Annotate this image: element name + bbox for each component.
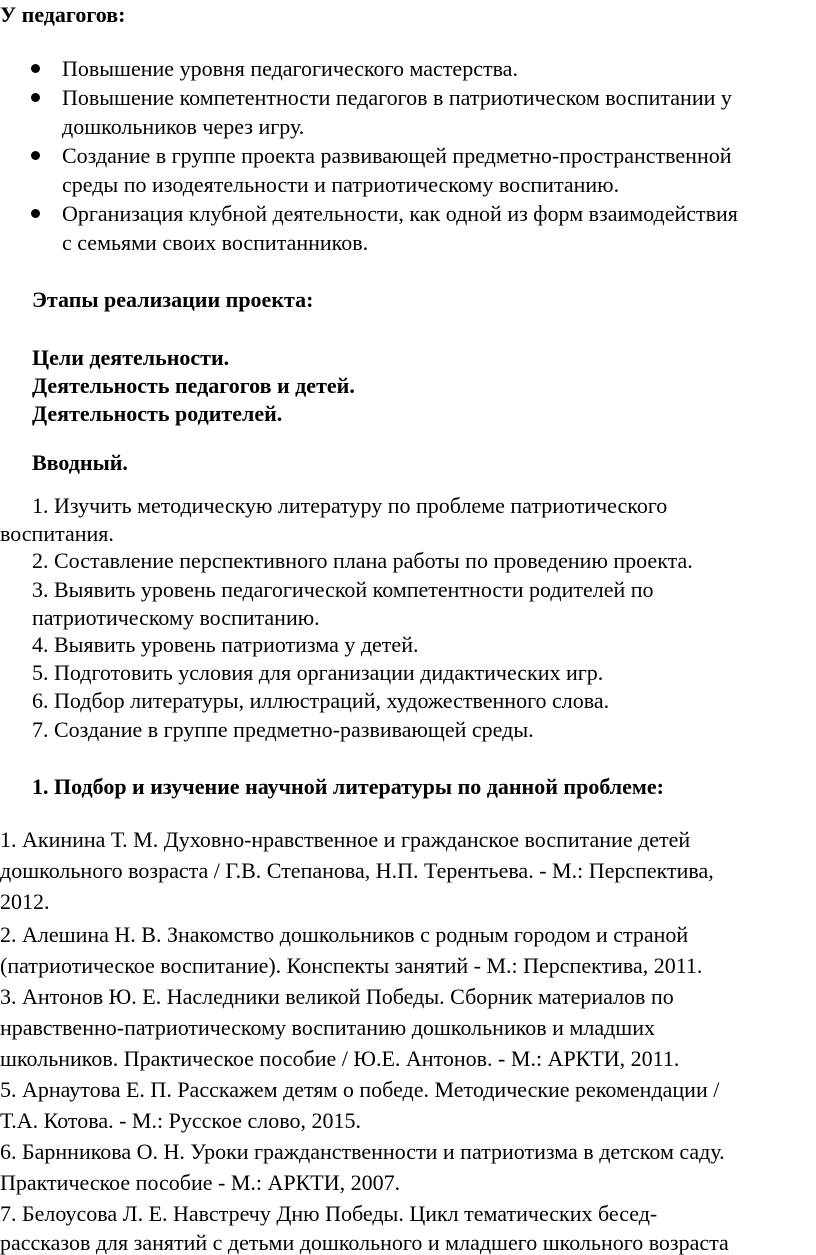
reference-item: 1. Акинина Т. М. Духовно-нравственное и гражданское воспитание детей (0, 827, 691, 852)
reference-item: 6. Барнникова О. Н. Уроки гражданственности и патриотизма в детском саду. (0, 1139, 725, 1164)
literature-heading: 1. Подбор и изучение научной литературы по данной проблеме: (32, 774, 664, 799)
reference-item-continuation: школьников. Практическое пособие / Ю.Е. Антонов. - М.: АРКТИ, 2011. (0, 1046, 680, 1071)
reference-item-continuation: нравственно-патриотическому воспитанию дошкольников и младших (0, 1015, 656, 1040)
reference-item-continuation: Т.А. Котова. - М.: Русское слово, 2015. (0, 1108, 361, 1133)
reference-item-continuation: дошкольного возраста / Г.В. Степанова, Н.П. Терентьева. - М.: Перспектива, (0, 858, 714, 883)
bullet-dot (31, 93, 40, 102)
bullet-dot (31, 151, 40, 160)
list-item: 4. Выявить уровень патриотизма у детей. (32, 632, 419, 657)
list-item-continuation: патриотическому воспитанию. (32, 605, 320, 630)
reference-item-continuation: Практическое пособие - М.: АРКТИ, 2007. (0, 1170, 401, 1195)
list-item: 3. Выявить уровень педагогической компетентности родителей по (32, 577, 654, 602)
reference-item: 2. Алешина Н. В. Знакомство дошкольников с родным городом и страной (0, 922, 689, 947)
reference-item: 5. Арнаутова Е. П. Расскажем детям о победе. Методические рекомендации / (0, 1077, 720, 1102)
list-item: 1. Изучить методическую литературу по проблеме патриотического (32, 493, 668, 518)
intro-heading: Вводный. (32, 450, 128, 475)
list-item: 2. Составление перспективного плана работы по проведению проекта. (32, 548, 693, 573)
stages-heading: Этапы реализации проекта: (32, 287, 314, 312)
list-item: 7. Создание в группе предметно-развивающей среды. (32, 717, 534, 742)
activity-heading-teachers-children: Деятельность педагогов и детей. (32, 373, 355, 398)
list-item: Создание в группе проекта развивающей предметно-пространственной (62, 143, 732, 168)
activity-heading-goals: Цели деятельности. (32, 345, 230, 370)
list-item: Организация клубной деятельности, как одной из форм взаимодействия (62, 201, 738, 226)
reference-item-continuation: (патриотическое воспитание). Конспекты занятий - М.: Перспектива, 2011. (0, 953, 703, 978)
reference-item: 7. Белоусова Л. Е. Навстречу Дню Победы. Цикл тематических бесед- (0, 1201, 658, 1226)
bullet-dot (31, 64, 40, 73)
list-item-continuation: дошкольников через игру. (62, 114, 305, 139)
teachers-heading: У педагогов: (0, 2, 126, 27)
list-item: Повышение компетентности педагогов в патриотическом воспитании у (62, 85, 732, 110)
list-item-continuation: среды по изодеятельности и патриотическому воспитанию. (62, 172, 620, 197)
list-item: Повышение уровня педагогического мастерства. (62, 56, 518, 81)
bullet-dot (31, 209, 40, 218)
list-item-continuation: воспитания. (0, 521, 114, 546)
reference-item-continuation: рассказов для занятий с детьми дошкольного и младшего школьного возраста (0, 1230, 729, 1255)
list-item: 5. Подготовить условия для организации дидактических игр. (32, 660, 604, 685)
activity-heading-parents: Деятельность родителей. (32, 401, 283, 426)
reference-item-continuation: 2012. (0, 889, 50, 914)
list-item: 6. Подбор литературы, иллюстраций, художественного слова. (32, 688, 610, 713)
reference-item: 3. Антонов Ю. Е. Наследники великой Победы. Сборник материалов по (0, 984, 674, 1009)
list-item-continuation: с семьями своих воспитанников. (62, 230, 369, 255)
